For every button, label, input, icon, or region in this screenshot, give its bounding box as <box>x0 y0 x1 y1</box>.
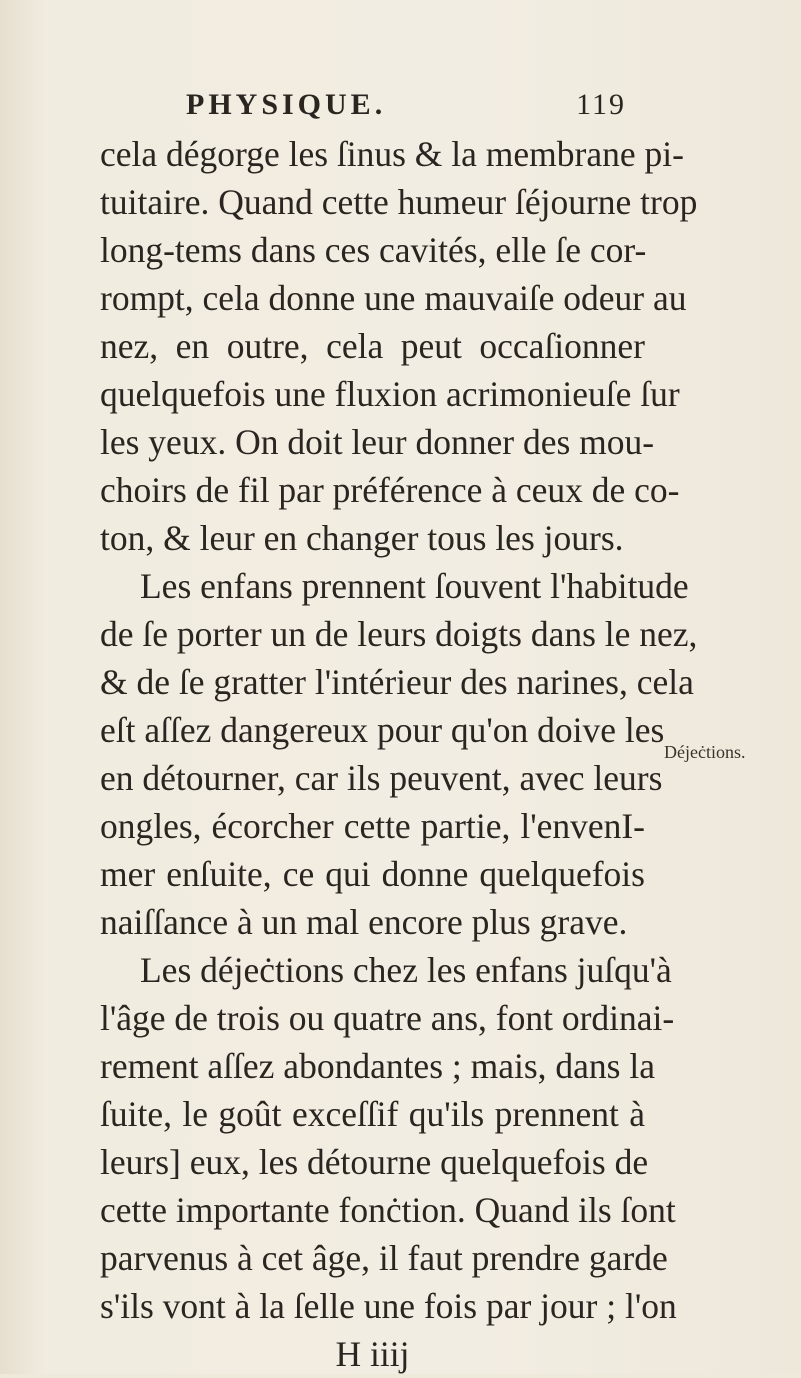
text-line: rement aſſez abondantes ; mais, dans la <box>100 1046 655 1086</box>
text-line: eſt aſſez dangereux pour qu'on doive les <box>100 710 665 750</box>
text-line: cette importante fonċtion. Quand ils ſont <box>100 1190 676 1230</box>
signature-mark: H iiij <box>335 1334 410 1374</box>
text-line: les yeux. On doit leur donner des mou- <box>100 422 655 462</box>
text-line: quelquefois une fluxion acrimonieuſe ſur <box>100 374 680 414</box>
text-line: leurs] eux, les détourne quelquefois de <box>100 1142 649 1182</box>
text-line: ton, & leur en changer tous les jours. <box>100 518 624 558</box>
paragraph-start-line: Les déjeċtions chez les enfans juſqu'à <box>140 950 672 990</box>
text-line: parvenus à cet âge, il faut prendre garde <box>100 1238 668 1278</box>
text-line: ongles, écorcher cette partie, l'envenI- <box>100 806 645 846</box>
text-line: ſuite, le goût exceſſif qu'ils prennent à <box>100 1094 645 1134</box>
text-line: nez, en outre, cela peut occaſionner <box>100 326 645 366</box>
text-line: de ſe porter un de leurs doigts dans le nez, <box>100 614 698 654</box>
text-line: en détourner, car ils peuvent, avec leurs <box>100 758 663 798</box>
text-line: naiſſance à un mal encore plus grave. <box>100 902 628 942</box>
text-line: mer enſuite, ce qui donne quelquefois <box>100 854 645 894</box>
text-line: tuitaire. Quand cette humeur ſéjourne trop <box>100 182 698 222</box>
running-title: PHYSIQUE. <box>186 88 387 121</box>
text-line: & de ſe gratter l'intérieur des narines, cela <box>100 662 694 702</box>
text-line: s'ils vont à la ſelle une fois par jour ; l'on <box>100 1286 677 1326</box>
text-line: long-tems dans ces cavités, elle ſe cor- <box>100 230 647 270</box>
margin-note: Déjeċtions. <box>664 742 746 762</box>
text-line: choirs de fil par préférence à ceux de co- <box>100 470 680 510</box>
body-text <box>100 130 698 1378</box>
page-header <box>186 88 626 128</box>
text-line: l'âge de trois ou quatre ans, font ordinai- <box>100 998 675 1038</box>
text-line: rompt, cela donne une mauvaiſe odeur au <box>100 278 687 318</box>
paragraph-start-line: Les enfans prennent ſouvent l'habitude <box>140 566 689 606</box>
page-number: 119 <box>576 88 626 121</box>
text-line: cela dégorge les ſinus & la membrane pi- <box>100 134 684 174</box>
